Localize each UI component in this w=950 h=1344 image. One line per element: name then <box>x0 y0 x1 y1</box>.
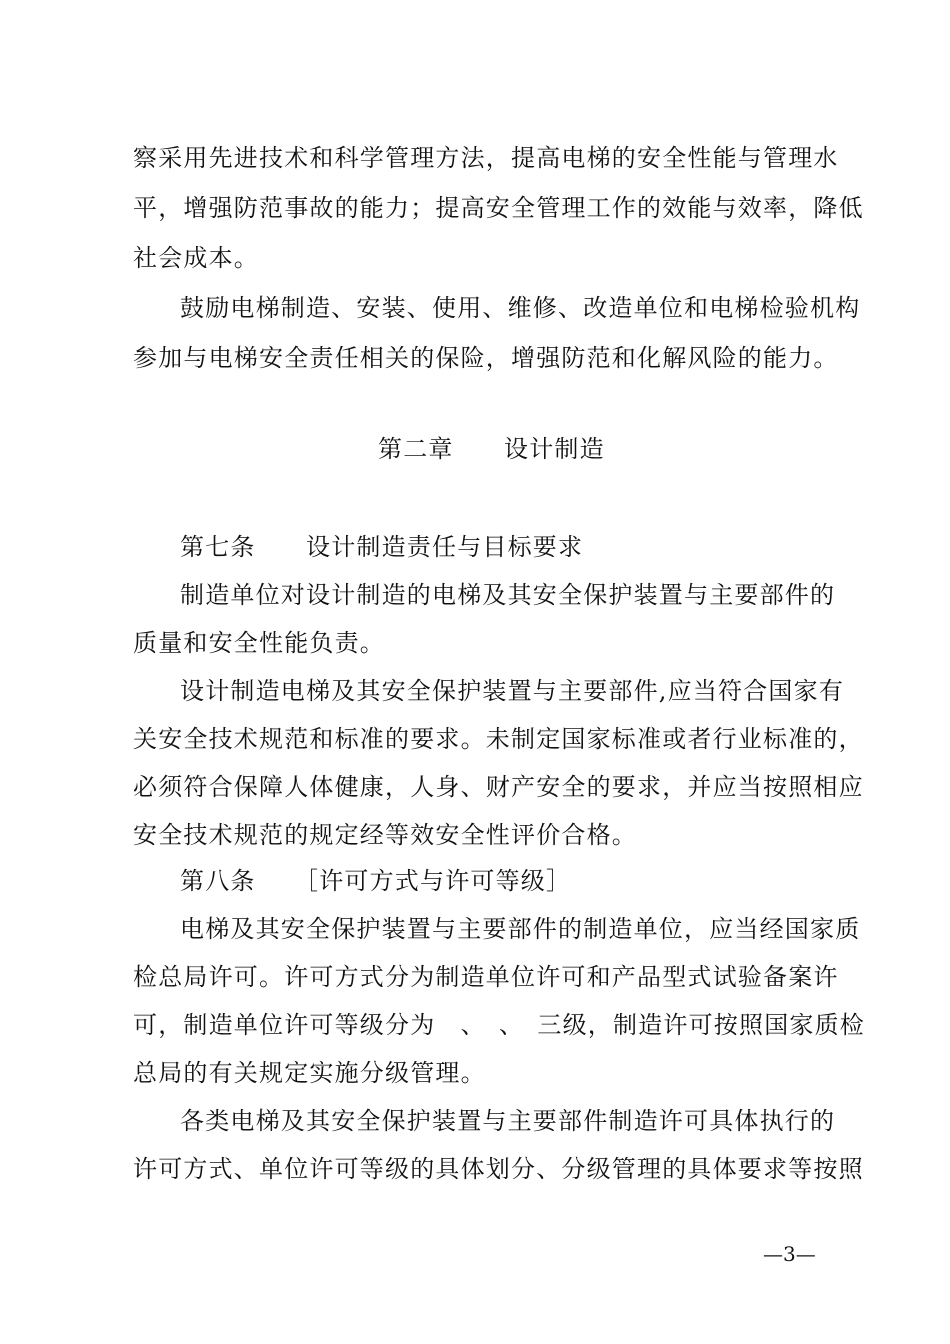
paragraph-line: 安全技术规范的规定经等效安全性评价合格。 <box>133 821 637 849</box>
paragraph-line: 各类电梯及其安全保护装置与主要部件制造许可具体执行的 <box>180 1107 836 1135</box>
paragraph-line: 质量和安全性能负责。 <box>133 629 385 657</box>
paragraph-line: 电梯及其安全保护装置与主要部件的制造单位，应当经国家质 <box>180 915 861 943</box>
paragraph-line: 察采用先进技术和科学管理方法，提高电梯的安全性能与管理水 <box>133 144 839 172</box>
paragraph-line: 关安全技术规范和标准的要求。未制定国家标准或者行业标准的， <box>133 725 864 753</box>
paragraph-line: 总局的有关规定实施分级管理。 <box>133 1059 486 1087</box>
paragraph-line: 设计制造电梯及其安全保护装置与主要部件,应当符合国家有 <box>180 677 845 705</box>
paragraph-line: 社会成本。 <box>133 244 259 272</box>
paragraph-line: 参加与电梯安全责任相关的保险，增强防范和化解风险的能力。 <box>133 344 839 372</box>
paragraph-line: 许可方式、单位许可等级的具体划分、分级管理的具体要求等按照 <box>133 1155 864 1183</box>
chapter-heading: 第二章 设计制造 <box>378 435 605 463</box>
article-heading: 第八条 ［许可方式与许可等级］ <box>180 867 572 895</box>
article-heading: 第七条 设计制造责任与目标要求 <box>180 533 584 561</box>
paragraph-line: 检总局许可。许可方式分为制造单位许可和产品型式试验备案许 <box>133 963 839 991</box>
paragraph-line: 鼓励电梯制造、安装、使用、维修、改造单位和电梯检验机构 <box>180 294 861 322</box>
page-number: —3— <box>763 1242 816 1266</box>
paragraph-line: 必须符合保障人体健康，人身、财产安全的要求，并应当按照相应 <box>133 773 864 801</box>
paragraph-line: 平，增强防范事故的能力；提高安全管理工作的效能与效率，降低 <box>133 194 864 222</box>
paragraph-line: 可，制造单位许可等级分为 、 、 三级，制造许可按照国家质检 <box>133 1011 865 1039</box>
paragraph-line: 制造单位对设计制造的电梯及其安全保护装置与主要部件的 <box>180 581 836 609</box>
